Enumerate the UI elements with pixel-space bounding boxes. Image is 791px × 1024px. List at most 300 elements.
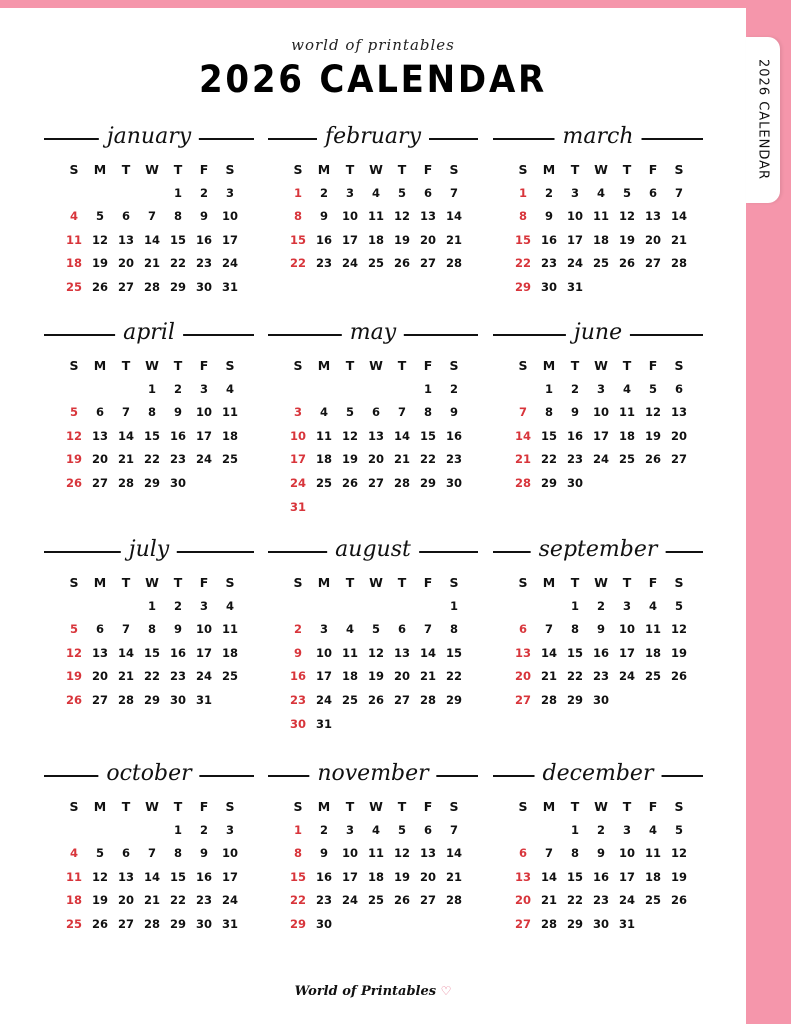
sunday-date: 31	[289, 499, 306, 514]
date-cell	[640, 276, 666, 300]
month-august	[268, 537, 478, 736]
date-cell: 30	[195, 916, 212, 931]
date-cell: 16	[169, 645, 186, 660]
week-row	[285, 866, 478, 890]
weekday-label: S	[225, 575, 235, 590]
date-cell: 10	[221, 846, 238, 861]
date-cell: 21	[393, 452, 410, 467]
date-cell	[536, 595, 562, 619]
date-cell: 24	[221, 893, 238, 908]
date-cell: 17	[592, 428, 609, 443]
weekday-label: T	[345, 799, 355, 814]
week-row	[285, 689, 478, 713]
date-cell	[337, 378, 363, 402]
date-cell: 17	[195, 645, 212, 660]
date-cell: 21	[445, 232, 462, 247]
date-cell	[311, 378, 337, 402]
week-row	[285, 819, 478, 843]
date-cell: 17	[315, 669, 332, 684]
date-cell: 20	[419, 232, 436, 247]
week-row	[61, 378, 254, 402]
date-cell: 6	[121, 209, 130, 224]
date-cell: 15	[169, 869, 186, 884]
date-cell: 1	[449, 598, 458, 613]
date-cell: 15	[143, 645, 160, 660]
week-row	[510, 448, 703, 472]
date-cell: 1	[570, 598, 579, 613]
week-row	[285, 425, 478, 449]
week-row	[285, 842, 478, 866]
date-cell: 9	[319, 846, 328, 861]
weekday-label: M	[317, 575, 331, 590]
sunday-date	[285, 595, 311, 619]
date-cell: 10	[341, 209, 358, 224]
sunday-date: 15	[289, 869, 306, 884]
weekday-label: S	[674, 799, 684, 814]
date-cell: 12	[670, 622, 687, 637]
sunday-date	[61, 819, 87, 843]
date-cell: 6	[423, 185, 432, 200]
date-cell: 1	[173, 822, 182, 837]
date-cell: 4	[319, 405, 328, 420]
date-cell: 7	[121, 405, 130, 420]
date-cell: 19	[393, 232, 410, 247]
date-cell: 17	[341, 869, 358, 884]
date-cell	[666, 472, 692, 496]
sunday-date: 7	[518, 405, 527, 420]
date-cell: 30	[195, 279, 212, 294]
date-cell: 9	[199, 846, 208, 861]
week-row	[510, 595, 703, 619]
date-cell: 11	[367, 846, 384, 861]
date-cell: 3	[622, 598, 631, 613]
date-cell: 14	[670, 209, 687, 224]
date-cell: 27	[393, 692, 410, 707]
month-header	[493, 320, 703, 348]
date-cell: 22	[143, 669, 160, 684]
date-cell: 4	[225, 598, 234, 613]
date-cell: 9	[199, 209, 208, 224]
date-cell: 26	[670, 669, 687, 684]
date-cell	[614, 689, 640, 713]
date-cell: 10	[566, 209, 583, 224]
date-cell: 25	[618, 452, 635, 467]
date-cell: 15	[445, 645, 462, 660]
date-cell: 10	[618, 846, 635, 861]
date-cell: 16	[540, 232, 557, 247]
week-row	[61, 401, 254, 425]
date-cell: 4	[648, 822, 657, 837]
date-cell: 19	[670, 645, 687, 660]
weekday-label: S	[69, 575, 79, 590]
date-cell: 2	[449, 381, 458, 396]
sunday-date: 16	[289, 669, 306, 684]
date-cell: 18	[221, 428, 238, 443]
date-cell: 27	[91, 692, 108, 707]
date-cell: 19	[644, 428, 661, 443]
date-cell: 21	[419, 669, 436, 684]
sunday-date	[61, 378, 87, 402]
weekday-label: S	[69, 358, 79, 373]
sunday-date: 13	[514, 869, 531, 884]
weekday-label: S	[449, 358, 459, 373]
date-cell: 13	[419, 846, 436, 861]
sunday-date: 22	[514, 256, 531, 271]
date-cell: 6	[397, 622, 406, 637]
weekday-label: T	[570, 358, 580, 373]
weekday-label: W	[369, 358, 383, 373]
date-cell: 17	[221, 869, 238, 884]
date-cell: 15	[169, 232, 186, 247]
weekday-header	[510, 795, 703, 819]
week-row	[510, 842, 703, 866]
date-cell: 30	[592, 916, 609, 931]
date-cell: 24	[566, 256, 583, 271]
date-cell: 14	[143, 869, 160, 884]
date-cell	[113, 819, 139, 843]
date-cell: 26	[91, 916, 108, 931]
date-cell: 23	[169, 669, 186, 684]
weekday-header	[285, 795, 478, 819]
date-cell: 25	[315, 475, 332, 490]
date-cell: 4	[225, 381, 234, 396]
date-cell: 6	[95, 405, 104, 420]
sunday-date: 12	[65, 645, 82, 660]
date-cell: 20	[91, 452, 108, 467]
date-cell	[666, 276, 692, 300]
weekday-label: T	[173, 799, 183, 814]
date-cell	[588, 472, 614, 496]
weekday-header	[510, 158, 703, 182]
date-cell: 14	[117, 428, 134, 443]
sunday-date: 17	[289, 452, 306, 467]
week-row	[285, 665, 478, 689]
date-cell: 19	[367, 669, 384, 684]
date-cell	[666, 689, 692, 713]
date-cell: 27	[419, 256, 436, 271]
week-row	[510, 182, 703, 206]
weekday-label: F	[199, 358, 209, 373]
week-row	[510, 889, 703, 913]
date-cell: 10	[195, 405, 212, 420]
date-cell: 22	[540, 452, 557, 467]
date-cell: 3	[345, 185, 354, 200]
date-cell: 13	[117, 232, 134, 247]
date-cell: 19	[91, 256, 108, 271]
date-cell: 14	[445, 209, 462, 224]
sunday-date: 18	[65, 256, 82, 271]
date-cell: 24	[195, 669, 212, 684]
date-cell: 23	[195, 893, 212, 908]
week-row	[285, 205, 478, 229]
date-cell: 6	[371, 405, 380, 420]
date-cell: 8	[570, 846, 579, 861]
date-cell: 23	[592, 893, 609, 908]
week-row	[61, 642, 254, 666]
date-cell: 22	[169, 256, 186, 271]
date-cell: 11	[221, 622, 238, 637]
weekday-label: M	[93, 575, 107, 590]
date-cell: 16	[169, 428, 186, 443]
date-cell: 20	[644, 232, 661, 247]
date-cell: 3	[622, 822, 631, 837]
date-cell	[441, 913, 467, 937]
sunday-date: 11	[65, 232, 82, 247]
date-cell	[441, 496, 467, 520]
date-cell: 9	[449, 405, 458, 420]
sunday-date: 15	[514, 232, 531, 247]
date-cell: 18	[367, 232, 384, 247]
weekday-label: W	[145, 799, 159, 814]
date-cell: 8	[449, 622, 458, 637]
date-cell: 29	[169, 916, 186, 931]
date-cell: 14	[540, 869, 557, 884]
date-cell	[640, 689, 666, 713]
date-cell: 7	[449, 185, 458, 200]
date-cell: 24	[618, 669, 635, 684]
week-row	[61, 866, 254, 890]
week-row	[510, 229, 703, 253]
date-cell: 30	[169, 692, 186, 707]
date-cell	[87, 378, 113, 402]
date-cell: 7	[121, 622, 130, 637]
weekday-label: F	[648, 575, 658, 590]
weekday-label: F	[199, 575, 209, 590]
date-cell	[337, 913, 363, 937]
sunday-date: 23	[289, 692, 306, 707]
side-tab-label: 2026 CALENDAR	[755, 59, 771, 181]
sunday-date: 1	[293, 185, 302, 200]
month-header	[268, 320, 478, 348]
date-cell: 28	[117, 475, 134, 490]
date-cell	[389, 378, 415, 402]
date-cell: 1	[147, 381, 156, 396]
footer-logo	[0, 984, 746, 999]
date-cell: 17	[341, 232, 358, 247]
date-cell: 20	[670, 428, 687, 443]
sunday-date: 14	[514, 428, 531, 443]
weekday-label: T	[397, 575, 407, 590]
sunday-date: 20	[514, 669, 531, 684]
weekday-label: F	[423, 162, 433, 177]
month-header	[268, 124, 478, 152]
date-cell: 29	[540, 475, 557, 490]
date-cell: 9	[319, 209, 328, 224]
month-december	[493, 761, 703, 937]
date-cell: 26	[618, 256, 635, 271]
date-cell: 23	[540, 256, 557, 271]
month-header	[268, 537, 478, 565]
date-cell: 31	[221, 916, 238, 931]
date-cell: 18	[341, 669, 358, 684]
date-cell: 22	[143, 452, 160, 467]
date-cell: 27	[117, 279, 134, 294]
date-cell: 19	[670, 869, 687, 884]
date-cell: 25	[341, 692, 358, 707]
week-row	[285, 713, 478, 737]
date-cell	[588, 276, 614, 300]
month-name: may	[342, 320, 404, 346]
month-name: september	[531, 537, 666, 563]
date-cell: 3	[225, 822, 234, 837]
date-cell	[640, 913, 666, 937]
date-cell: 21	[143, 893, 160, 908]
sunday-date: 30	[289, 716, 306, 731]
date-cell: 3	[199, 381, 208, 396]
date-cell: 27	[367, 475, 384, 490]
date-cell: 7	[397, 405, 406, 420]
date-cell: 5	[648, 381, 657, 396]
date-cell: 9	[596, 622, 605, 637]
date-cell	[113, 182, 139, 206]
weekday-label: W	[594, 575, 608, 590]
date-cell	[217, 689, 243, 713]
sunday-date: 25	[65, 279, 82, 294]
date-cell: 7	[544, 846, 553, 861]
date-cell: 29	[566, 916, 583, 931]
date-cell: 13	[393, 645, 410, 660]
date-cell: 7	[674, 185, 683, 200]
weekday-label: S	[225, 162, 235, 177]
date-cell: 10	[315, 645, 332, 660]
date-cell: 5	[622, 185, 631, 200]
weekday-label: S	[518, 799, 528, 814]
date-cell: 12	[91, 232, 108, 247]
date-cell: 12	[367, 645, 384, 660]
date-cell: 4	[596, 185, 605, 200]
date-cell: 15	[566, 869, 583, 884]
sunday-date: 18	[65, 893, 82, 908]
date-cell	[415, 713, 441, 737]
date-cell: 16	[592, 645, 609, 660]
date-cell: 30	[592, 692, 609, 707]
date-cell: 28	[445, 893, 462, 908]
date-cell: 22	[419, 452, 436, 467]
date-cell: 15	[143, 428, 160, 443]
date-cell: 16	[315, 869, 332, 884]
sunday-date: 22	[289, 256, 306, 271]
sunday-date: 19	[65, 669, 82, 684]
date-cell: 1	[423, 381, 432, 396]
date-cell	[666, 913, 692, 937]
weekday-label: T	[173, 358, 183, 373]
weekday-label: T	[570, 575, 580, 590]
date-cell: 31	[195, 692, 212, 707]
brand-logo: world of printables	[291, 36, 455, 54]
date-cell	[536, 819, 562, 843]
weekday-label: F	[648, 162, 658, 177]
weekday-label: S	[518, 358, 528, 373]
date-cell: 21	[540, 669, 557, 684]
weekday-label: T	[121, 575, 131, 590]
month-october	[44, 761, 254, 937]
weekday-label: T	[622, 575, 632, 590]
weekday-label: S	[449, 799, 459, 814]
weekday-label: S	[225, 799, 235, 814]
date-cell: 26	[367, 692, 384, 707]
weekday-label: W	[594, 358, 608, 373]
date-cell: 12	[644, 405, 661, 420]
week-row	[510, 425, 703, 449]
date-cell: 1	[570, 822, 579, 837]
date-cell: 25	[221, 452, 238, 467]
date-cell: 13	[419, 209, 436, 224]
date-cell: 5	[397, 822, 406, 837]
date-cell: 2	[596, 822, 605, 837]
weekday-label: M	[93, 799, 107, 814]
date-cell: 28	[540, 692, 557, 707]
week-row	[61, 229, 254, 253]
date-cell: 11	[592, 209, 609, 224]
weekday-label: W	[369, 575, 383, 590]
week-row	[61, 819, 254, 843]
month-name: october	[98, 761, 199, 787]
month-header	[493, 761, 703, 789]
footer-text: World of Printables	[294, 984, 437, 999]
week-row	[61, 472, 254, 496]
weekday-label: F	[423, 575, 433, 590]
date-cell: 24	[618, 893, 635, 908]
weekday-label: S	[518, 575, 528, 590]
weekday-label: S	[69, 799, 79, 814]
weekday-label: S	[449, 162, 459, 177]
date-cell	[415, 496, 441, 520]
date-cell: 11	[644, 622, 661, 637]
week-row	[510, 252, 703, 276]
date-cell: 2	[173, 381, 182, 396]
week-row	[61, 889, 254, 913]
date-cell: 20	[117, 256, 134, 271]
sunday-date	[61, 595, 87, 619]
weekday-label: T	[173, 162, 183, 177]
weekday-header	[285, 571, 478, 595]
weekday-label: M	[317, 799, 331, 814]
date-cell: 22	[445, 669, 462, 684]
date-cell: 12	[91, 869, 108, 884]
date-cell: 2	[173, 598, 182, 613]
weekday-label: F	[648, 358, 658, 373]
date-cell: 4	[371, 822, 380, 837]
week-row	[285, 448, 478, 472]
date-cell: 18	[592, 232, 609, 247]
date-cell: 15	[540, 428, 557, 443]
weekday-label: F	[423, 799, 433, 814]
weekday-label: S	[674, 575, 684, 590]
date-cell: 21	[143, 256, 160, 271]
sunday-date: 21	[514, 452, 531, 467]
sunday-date: 13	[514, 645, 531, 660]
date-cell: 24	[592, 452, 609, 467]
sunday-date: 26	[65, 692, 82, 707]
weekday-label: M	[93, 162, 107, 177]
date-cell: 3	[199, 598, 208, 613]
heart-icon: ♡	[440, 984, 452, 998]
weekday-label: S	[293, 162, 303, 177]
date-cell: 28	[445, 256, 462, 271]
date-cell: 16	[566, 428, 583, 443]
date-cell: 4	[345, 622, 354, 637]
date-cell: 17	[566, 232, 583, 247]
week-row	[510, 689, 703, 713]
date-cell: 11	[618, 405, 635, 420]
month-header	[44, 124, 254, 152]
sunday-date	[285, 378, 311, 402]
date-cell: 10	[618, 622, 635, 637]
date-cell: 28	[540, 916, 557, 931]
weekday-label: T	[397, 162, 407, 177]
date-cell: 29	[419, 475, 436, 490]
weekday-label: T	[173, 575, 183, 590]
